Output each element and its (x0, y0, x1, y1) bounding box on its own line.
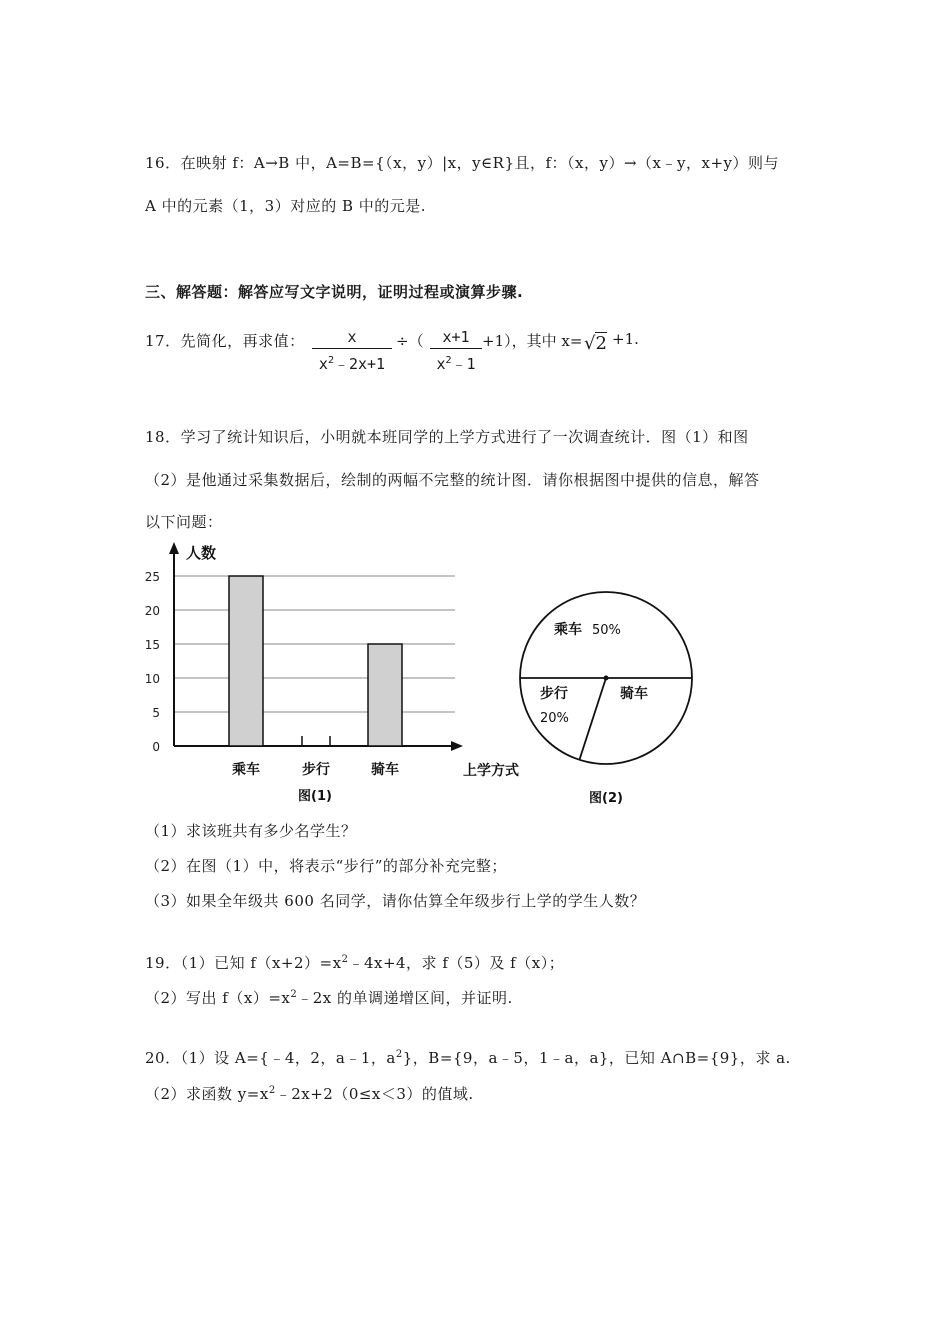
q17-fraction-2 (430, 328, 482, 374)
bar (368, 644, 402, 746)
q17-prefix: 17．先简化，再求值： (145, 332, 305, 350)
q20-line1: 20．（1）设 A={﹣4，2，a﹣1，$a^2$}，B={9，a﹣5，1﹣a，a}，已知 A∩B={9}，求 a. (145, 1049, 791, 1067)
y-axis-label: 人数 (186, 544, 217, 562)
y-tick-label: 25 (144, 570, 160, 584)
y-tick-label: 20 (144, 604, 160, 618)
q17-plus-one: +1），其中 x= (482, 332, 583, 350)
section-title: 三、解答题：解答应写文字说明，证明过程或演算步骤. (145, 283, 524, 301)
q18-sub3: （3）如果全年级共 600 名同学，请你估算全年级步行上学的学生人数？ (145, 892, 646, 910)
pie-slice-percent: 20% (540, 711, 569, 726)
q18-line3: 以下问题： (145, 513, 223, 531)
q19-line1: 19．（1）已知 $f(x+2)=x^2﹣4x+4$，求 f（5）及 f（x）； (145, 954, 565, 972)
x-axis-label: 上学方式 (463, 763, 519, 779)
q20-line2: （2）求函数 $y=x^2﹣2x+2(0\le x<3)$的值域. (145, 1085, 474, 1103)
pie-slice-percent: 50% (592, 623, 621, 638)
q17-fraction-1 (312, 328, 392, 374)
y-tick-label: 10 (144, 672, 160, 686)
q17-divide: ÷（ (396, 332, 424, 350)
pie-slice-label: 骑车 (620, 686, 648, 702)
pie-slice-label: 步行 (540, 686, 568, 702)
bar (229, 576, 263, 746)
pie-center-dot (604, 676, 609, 681)
pie-slice-label: 乘车 (554, 622, 582, 638)
bar-chart (140, 538, 519, 808)
q18-sub2: （2）在图（1）中，将表示“步行”的部分补充完整； (145, 857, 507, 875)
pie-slice-boundary (579, 678, 606, 760)
x-tick-label: 步行 (302, 762, 330, 778)
q18-sub1: （1）求该班共有多少名学生？ (145, 822, 357, 840)
x-tick-label: 骑车 (371, 762, 399, 778)
x-axis-arrow-icon (451, 741, 463, 751)
y-tick-label: 5 (152, 706, 160, 720)
q17-frac2-numerator: x+1 (430, 328, 482, 349)
q16-line1: 16．在映射 f：A→B 中，A=B={（x，y）|x，y∈R}且，f：（x，y）→（x﹣y，x+y）则与 (145, 154, 779, 172)
figure-caption: 图(2) (589, 791, 623, 806)
q17-sqrt: √2 (584, 333, 607, 354)
y-tick-label: 0 (152, 740, 160, 754)
q16-line2: A 中的元素（1，3）对应的 B 中的元是. (145, 197, 427, 215)
q17-suffix: +1. (612, 330, 639, 348)
figure-caption: 图(1) (298, 789, 332, 804)
y-axis-arrow-icon (169, 542, 179, 554)
q18-line2: （2）是他通过采集数据后，绘制的两幅不完整的统计图．请你根据图中提供的信息，解答 (145, 471, 760, 489)
y-tick-label: 15 (144, 638, 160, 652)
x-tick-label: 乘车 (232, 762, 260, 778)
q17-frac1-denominator: $x^2﹣2x+1$ (318, 355, 386, 373)
q19-line2: （2）写出 $f(x)=x^2﹣2x$ 的单调递增区间，并证明. (145, 989, 513, 1007)
q17-frac2-denominator: $x^2﹣1$ (436, 355, 476, 373)
q18-line1: 18．学习了统计知识后，小明就本班同学的上学方式进行了一次调查统计．图（1）和图 (145, 428, 749, 446)
pie-chart (510, 560, 710, 810)
q17-frac1-numerator: x (312, 328, 392, 349)
sqrt-icon: √ (584, 333, 596, 354)
